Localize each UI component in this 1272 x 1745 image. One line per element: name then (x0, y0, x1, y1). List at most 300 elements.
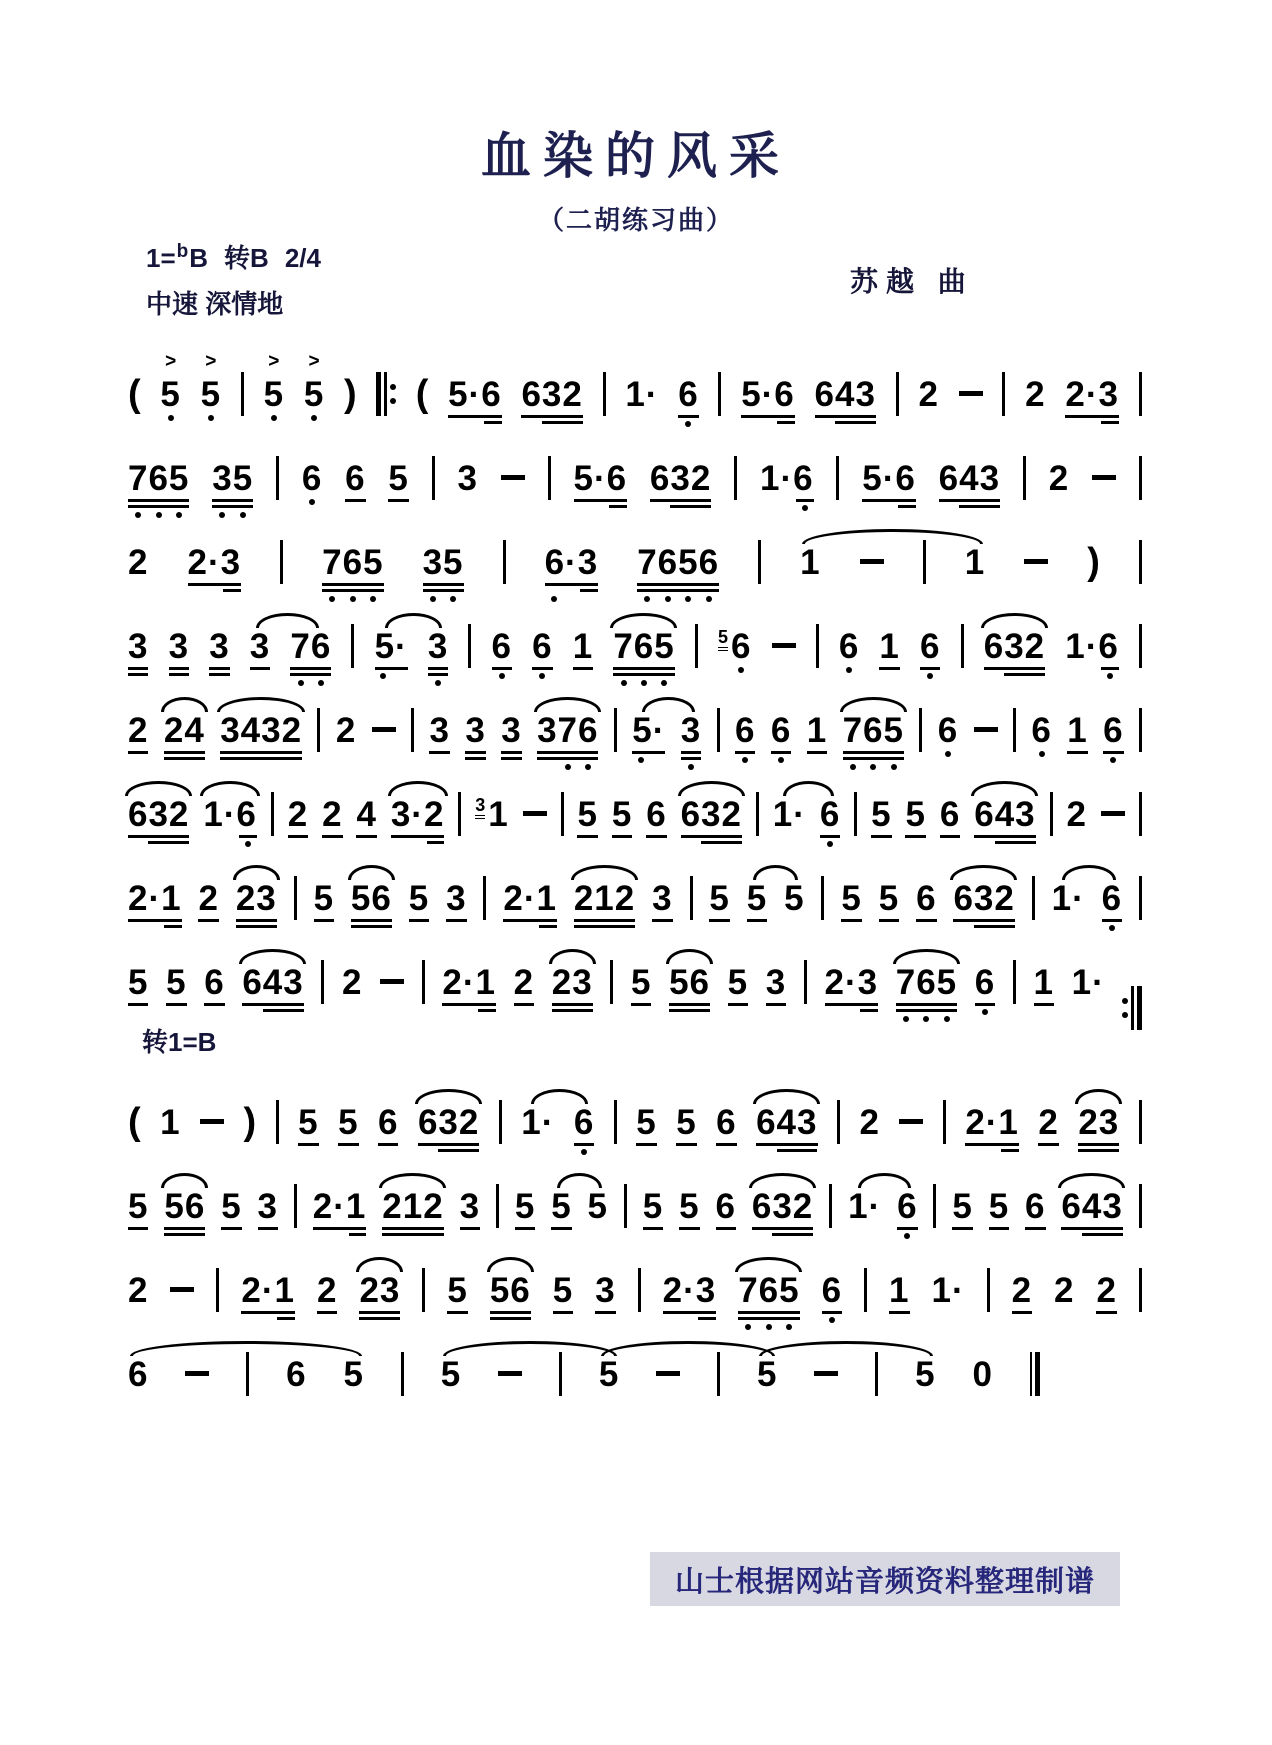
barline (1050, 792, 1053, 836)
note-digits (681, 713, 701, 748)
digit-text: 1 (1033, 963, 1055, 1002)
note (1052, 881, 1085, 916)
digit-text: 5 (784, 879, 805, 918)
duration-dash (899, 1129, 923, 1134)
note (128, 1189, 148, 1224)
digit-text: 6 (974, 963, 996, 1002)
slur (735, 1257, 802, 1272)
note (588, 1189, 608, 1224)
note-digits (652, 881, 672, 916)
digit-text: 5·6 (448, 375, 502, 414)
note-digits (931, 1273, 964, 1308)
digit-text: 3 (459, 1187, 481, 1226)
barline (961, 624, 964, 668)
barline (401, 1352, 404, 1396)
digit-text: 765 (895, 963, 958, 1002)
note-digits (1103, 713, 1123, 748)
dash-bar (1024, 559, 1048, 564)
dash-bar (656, 1371, 680, 1376)
digit-text: 6 (821, 1271, 843, 1310)
note-digits (728, 965, 748, 1000)
note-digits (646, 797, 666, 832)
digit-text: 2 (1038, 1103, 1059, 1142)
note (545, 545, 599, 580)
slur (239, 949, 306, 964)
barline (829, 1184, 832, 1228)
note-digits (766, 965, 786, 1000)
note (322, 545, 383, 580)
note-digits (663, 1273, 717, 1308)
digit-text: 765 (613, 627, 675, 666)
slur (534, 697, 601, 712)
note-digits (738, 1273, 799, 1308)
underline (975, 1003, 995, 1006)
digit-text: 0 (972, 1355, 993, 1394)
barline (1139, 1100, 1142, 1144)
note (718, 629, 751, 666)
note-digits (1054, 1273, 1074, 1308)
note (1066, 797, 1086, 832)
note (200, 351, 222, 414)
note (678, 377, 698, 412)
note (599, 1357, 619, 1392)
note (298, 1105, 318, 1140)
note-digits (574, 461, 628, 496)
note (423, 545, 464, 580)
note-digits (1072, 965, 1105, 1000)
note-digits (209, 629, 229, 664)
note (128, 1357, 148, 1392)
barline (294, 876, 297, 920)
note-digits (342, 965, 362, 1000)
note-digits (391, 797, 445, 832)
digit-text: 2 (342, 963, 363, 1002)
note (490, 1273, 531, 1308)
digit-text: 5 (598, 1355, 620, 1394)
note-digits (128, 797, 189, 832)
repeat-dots (390, 384, 396, 404)
digit-text: 3 (249, 627, 271, 666)
note (1061, 1189, 1122, 1224)
note (503, 881, 557, 916)
note-digits (916, 881, 936, 916)
note-digits (1078, 1105, 1119, 1140)
note-digits (973, 1357, 993, 1392)
note (212, 461, 253, 496)
digit-text: 23 (235, 879, 277, 918)
dash-bar (959, 391, 983, 396)
note (501, 713, 521, 748)
note (916, 881, 936, 916)
slur (531, 1089, 588, 1104)
accent-mark: > (308, 351, 320, 372)
note (871, 797, 891, 832)
note-digits (965, 545, 985, 580)
digit-text: 5 (221, 1187, 242, 1226)
measure-row (128, 416, 1142, 496)
digit-text: 56 (350, 879, 392, 918)
note (1054, 1273, 1074, 1308)
underline (242, 1003, 303, 1006)
note-digits (1031, 713, 1051, 748)
digit-text: 765 (842, 711, 904, 750)
barline (1013, 708, 1016, 752)
score-line (128, 584, 1142, 668)
note (631, 965, 651, 1000)
duration-dash (501, 485, 525, 490)
digit-text: 2 (859, 1103, 880, 1142)
note-digits (807, 713, 827, 748)
note-digits (643, 1189, 663, 1224)
digit-text: 3·2 (390, 795, 445, 834)
digit-text: 5 (313, 879, 335, 918)
digit-text: 2 (317, 1271, 338, 1310)
note (242, 965, 303, 1000)
barline (816, 624, 819, 668)
note (344, 1357, 364, 1392)
barline (1139, 1268, 1142, 1312)
note-digits (221, 1189, 241, 1224)
barline (1139, 1184, 1142, 1228)
digit-text: 2 (1025, 375, 1046, 414)
note-digits (545, 545, 599, 580)
note-digits (298, 1105, 318, 1140)
note-digits (1038, 1105, 1058, 1140)
barline (1002, 372, 1005, 416)
thin-bar (1131, 986, 1134, 1030)
note (1096, 1273, 1116, 1308)
digit-text: 6 (920, 627, 941, 666)
note-digits (429, 713, 449, 748)
digit-text: 643 (242, 963, 304, 1002)
measure-row (128, 836, 1142, 916)
duration-dash (200, 1129, 224, 1134)
digit-text: 5·6 (573, 459, 628, 498)
duration-dash (380, 989, 404, 994)
note (735, 713, 755, 748)
note-digits (128, 1189, 148, 1224)
digit-text: 3432 (220, 711, 303, 750)
note (128, 797, 189, 832)
digit-text: 6 (819, 795, 841, 834)
note-digits (1012, 1273, 1032, 1308)
slur (130, 1341, 362, 1356)
final-barline (1030, 1352, 1041, 1396)
note-digits (669, 965, 710, 1000)
note (128, 629, 148, 664)
digit-text: 6 (646, 795, 667, 834)
note-digits (1025, 377, 1045, 412)
barline (896, 372, 899, 416)
note-digits (220, 713, 302, 748)
note (1078, 1105, 1119, 1140)
note-digits (128, 461, 189, 496)
score-line (128, 668, 1142, 752)
dash-bar (899, 1119, 923, 1124)
digit-text: 5 (166, 963, 187, 1002)
digit-text: 6 (128, 1355, 149, 1394)
note (897, 1189, 917, 1224)
note-digits (409, 881, 429, 916)
note (236, 881, 277, 916)
slur (893, 949, 960, 964)
slur (161, 1173, 208, 1188)
digit-text: 2 (1096, 1271, 1117, 1310)
slur (971, 781, 1038, 796)
note-digits (965, 1105, 1019, 1140)
repeat-dot (1122, 1012, 1128, 1018)
underline (552, 1009, 593, 1012)
note-digits (879, 881, 899, 916)
note (738, 1273, 799, 1308)
digit-text: 5 (679, 1187, 700, 1226)
digit-text: 3 (765, 963, 787, 1002)
dash-bar (372, 727, 396, 732)
note (574, 1105, 594, 1140)
digit-text: 2 (128, 1271, 149, 1310)
digit-text: 1 (889, 1271, 910, 1310)
composer-credit: 苏越 曲 (850, 266, 974, 297)
note-digits (375, 629, 408, 664)
digit-text: 5 (447, 1271, 468, 1310)
digit-text: 1 (964, 543, 986, 582)
barline (246, 1352, 249, 1396)
barline (432, 456, 435, 500)
barline (1139, 456, 1142, 500)
digit-text: 1 (488, 795, 509, 834)
accent-mark: > (165, 351, 177, 372)
underline (669, 1003, 710, 1006)
digit-text: 3 (446, 879, 467, 918)
note-digits (442, 965, 496, 1000)
digit-text: 24 (163, 711, 205, 750)
note-digits (747, 881, 767, 916)
slur (161, 697, 208, 712)
note-digits (612, 797, 632, 832)
note-digits (678, 377, 698, 412)
note-digits (1096, 1273, 1116, 1308)
digit-text: 56 (489, 1271, 531, 1310)
barline (280, 540, 283, 584)
note (532, 629, 552, 664)
note (989, 1189, 1009, 1224)
note (409, 881, 429, 916)
note-digits (800, 545, 820, 580)
duration-dash (1092, 485, 1116, 490)
digit-text: 6 (937, 711, 959, 750)
note (164, 1189, 205, 1224)
barline (503, 540, 506, 584)
digit-text: 3 (168, 627, 190, 666)
note (317, 1273, 337, 1308)
note-digits (128, 629, 148, 664)
note-digits (871, 797, 891, 832)
note-digits (1052, 881, 1085, 916)
note (879, 881, 899, 916)
note (747, 881, 767, 916)
note-digits (756, 1105, 817, 1140)
note (515, 1189, 535, 1224)
note (1038, 1105, 1058, 1140)
digit-text: 6 (916, 879, 937, 918)
measure-row (128, 500, 1142, 581)
note (475, 797, 508, 834)
note-digits (164, 1189, 205, 1224)
digit-text: 1· (848, 1187, 882, 1226)
digit-text: 5 (727, 963, 749, 1002)
digit-text: 5 (746, 879, 768, 918)
note (388, 461, 408, 496)
footer-credit: 山士根据网站音频资料整理制谱 (650, 1552, 1120, 1606)
slur (749, 1173, 816, 1188)
dash-bar (498, 1371, 522, 1376)
duration-dash (185, 1381, 209, 1386)
digit-text: 1·6 (759, 459, 814, 498)
modulation-label: 转1=B (142, 1027, 217, 1057)
score-line (128, 752, 1142, 836)
digit-text: 6 (491, 627, 512, 666)
score-line (128, 920, 1142, 1004)
note (286, 1357, 306, 1392)
digit-text: 5 (577, 795, 598, 834)
digit-text: 7656 (637, 543, 720, 582)
digit-text: 5 (611, 795, 633, 834)
note (166, 965, 186, 1000)
barline (294, 1184, 297, 1228)
digit-text: 2·3 (662, 1271, 717, 1310)
digit-text: 6 (573, 1103, 595, 1142)
note (1065, 377, 1119, 412)
barline (321, 960, 324, 1004)
digit-text: 2 (198, 879, 219, 918)
slur (200, 781, 260, 796)
barline (496, 1184, 499, 1228)
digit-text: 5 (757, 1355, 778, 1394)
digit-text: 1 (800, 543, 821, 582)
note-digits (1065, 377, 1119, 412)
digit-text: 2·1 (965, 1103, 1019, 1142)
barline (717, 1352, 720, 1396)
octave-dot (923, 1016, 929, 1022)
underline (552, 1003, 593, 1006)
note (303, 351, 325, 414)
note-digits (345, 461, 365, 496)
digit-text: 5 (841, 879, 862, 918)
repeat-dot (1122, 998, 1128, 1004)
repeat-end-barline (1122, 986, 1142, 1030)
barline (317, 708, 320, 752)
underline (669, 1009, 710, 1012)
note-digits (128, 545, 148, 580)
barline (695, 624, 698, 668)
slur (557, 1173, 602, 1188)
digit-text: 6 (838, 627, 860, 666)
note-digits (771, 713, 791, 748)
note-digits (492, 629, 512, 664)
octave-dot (944, 1016, 950, 1022)
digit-text: 6 (204, 963, 225, 1002)
note (128, 461, 189, 496)
note-digits (631, 965, 651, 1000)
digit-text: 6 (735, 711, 756, 750)
note-digits (741, 377, 795, 412)
digit-text: 212 (382, 1187, 444, 1226)
score-line (128, 332, 1142, 416)
note-digits (258, 1189, 278, 1224)
score-line (128, 1060, 1142, 1144)
note-digits (773, 797, 806, 832)
digit-text: 5· (632, 711, 666, 750)
note-digits (428, 629, 448, 664)
note (973, 1357, 993, 1392)
note-digits (784, 881, 804, 916)
digit-text: 5 (709, 879, 730, 918)
repeat-start-barline (376, 372, 396, 416)
digit-text: 3 (501, 711, 522, 750)
digit-text: 2 (322, 795, 343, 834)
key-signature (146, 238, 321, 275)
dash-bar (974, 727, 998, 732)
note-digits (595, 1273, 615, 1308)
digit-text: 5 (263, 375, 285, 414)
note-digits (905, 797, 925, 832)
digit-text: 632 (680, 795, 742, 834)
note (669, 965, 710, 1000)
note-digits (302, 461, 322, 496)
score-line (128, 416, 1142, 500)
note (815, 377, 876, 412)
note (800, 545, 820, 580)
note (716, 1105, 736, 1140)
digit-text: 5 (128, 963, 149, 1002)
note-digits (915, 1357, 935, 1392)
note-digits (716, 1189, 736, 1224)
thick-bar (1035, 1352, 1040, 1396)
digit-text: 5 (915, 1355, 936, 1394)
note (974, 797, 1035, 832)
key-prefix: 1= (146, 243, 176, 273)
note-digits (820, 797, 840, 832)
dash-bar (185, 1371, 209, 1376)
digit-text: 5 (952, 1187, 973, 1226)
note-digits (574, 881, 635, 916)
digit-text: 643 (814, 375, 876, 414)
digit-text: 765 (128, 459, 190, 498)
note (382, 1189, 443, 1224)
note-digits (613, 629, 674, 664)
note (521, 1105, 554, 1140)
digit-text: 5 (298, 1103, 319, 1142)
note (728, 965, 748, 1000)
note-digits (760, 461, 814, 496)
digit-text: 1 (572, 627, 594, 666)
note (160, 1105, 180, 1140)
note (1072, 965, 1105, 1000)
digit-text: 5· (374, 627, 408, 666)
note (128, 1273, 148, 1308)
note (336, 713, 356, 748)
note (613, 629, 674, 664)
note-digits (290, 629, 331, 664)
note-digits (344, 1357, 364, 1392)
thin-bar (1030, 1352, 1033, 1396)
note (441, 1357, 461, 1392)
note (577, 797, 597, 832)
digit-text: 1 (160, 1103, 181, 1142)
digit-text: 1· (1071, 963, 1105, 1002)
duration-dash (860, 569, 884, 574)
note-digits (521, 377, 582, 412)
